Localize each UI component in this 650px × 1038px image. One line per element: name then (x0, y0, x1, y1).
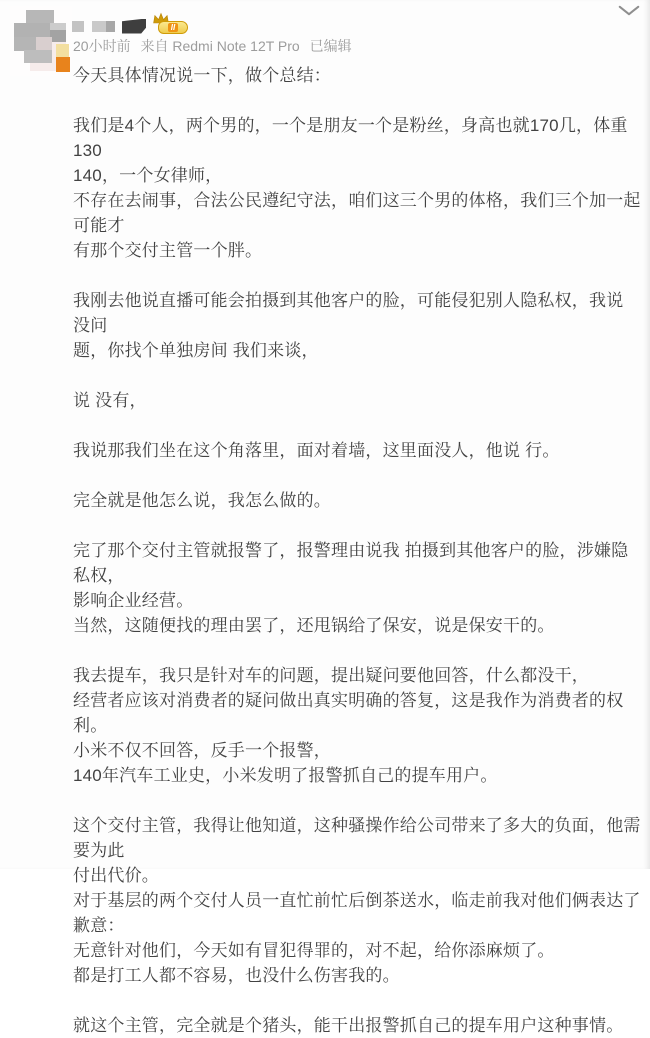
post-text-line: 我说那我们坐在这个角落里，面对着墙，这里面没人，他说 行。 (73, 441, 560, 460)
post-text-line: 不存在去闹事，合法公民遵纪守法，咱们这三个男的体格，我们三个加一起可能才 (73, 191, 641, 235)
avatar[interactable] (10, 6, 72, 76)
post-text-line: 题，你找个单独房间 我们来谈， (73, 341, 319, 360)
avatar-mosaic-block (50, 30, 66, 42)
post-text-line: 说 没有， (73, 391, 147, 410)
avatar-mosaic-block (26, 10, 54, 24)
username-censor-block (92, 21, 106, 32)
vip-membership-badge[interactable] (150, 15, 186, 37)
post-text-line: 140，一个女律师， (73, 166, 223, 185)
post-text-line: 有那个交付主管一个胖。 (73, 241, 263, 260)
post-text-line: 140年汽车工业史，小米发明了报警抓自己的提车用户。 (73, 766, 498, 785)
post-text-line: 完了那个交付主管就报警了，报警理由说我 拍摄到其他客户的脸，涉嫌隐私权， (73, 541, 629, 585)
post-text-line: 小米不仅不回答，反手一个报警， (73, 741, 331, 760)
post-text-line: 都是打工人都不容易，也没什么伤害我的。 (73, 966, 400, 985)
avatar-mosaic-block (56, 44, 69, 57)
post-text-line: 我去提车，我只是针对车的问题，提出疑问要他回答，什么都没干， (73, 666, 589, 685)
post-source-device[interactable]: 来自 Redmi Note 12T Pro (140, 38, 300, 54)
username-censor-block (72, 21, 84, 32)
username-censor-block (122, 19, 146, 34)
post-text-line: 就这个主管，完全就是个猪头，能干出报警抓自己的提车用户这种事情。 (73, 1016, 624, 1035)
post-content (73, 63, 642, 1038)
post-text-line: 影响企业经营。 (73, 591, 194, 610)
avatar-mosaic-block (56, 57, 70, 72)
post-text-line: 今天具体情况说一下，做个总结： (73, 66, 331, 85)
avatar-mosaic-block (14, 37, 36, 51)
post-text-line: 无意针对他们，今天如有冒犯得罪的，对不起，给你添麻烦了。 (73, 941, 555, 960)
post-text-line: 完全就是他怎么说，我怎么做的。 (73, 491, 331, 510)
vip-level-pill (158, 21, 188, 34)
chevron-down-icon[interactable] (616, 2, 642, 18)
post-text-line: 这个交付主管，我得让他知道，这种骚操作给公司带来了多大的负面，他需要为此 (73, 816, 641, 860)
edited-label: 已编辑 (309, 38, 352, 54)
post-text-line: 我们是4个人，两个男的，一个是朋友一个是粉丝，身高也就170几，体重130 (73, 116, 628, 160)
post-meta (73, 38, 352, 55)
post-text-line: 我刚去他说直播可能会拍摄到其他客户的脸，可能侵犯别人隐私权，我说 没问 (73, 291, 629, 335)
post-text-line: 当然，这随便找的理由罢了，还甩锅给了保安，说是保安干的。 (73, 616, 555, 635)
post-timestamp: 20小时前 (73, 38, 131, 54)
post-text-line: 经营者应该对消费者的疑问做出真实明确的答复，这是我作为消费者的权利。 (73, 691, 624, 735)
vip-level-label: II (168, 23, 178, 32)
post-text-line: 付出代价。 (73, 866, 159, 885)
avatar-mosaic-block (24, 50, 52, 63)
username-censored[interactable] (72, 16, 186, 36)
avatar-mosaic-block (36, 37, 52, 51)
username-censor-block (106, 21, 115, 32)
post-text-line: 对于基层的两个交付人员一直忙前忙后倒茶送水，临走前我对他们俩表达了歉意： (73, 891, 641, 935)
